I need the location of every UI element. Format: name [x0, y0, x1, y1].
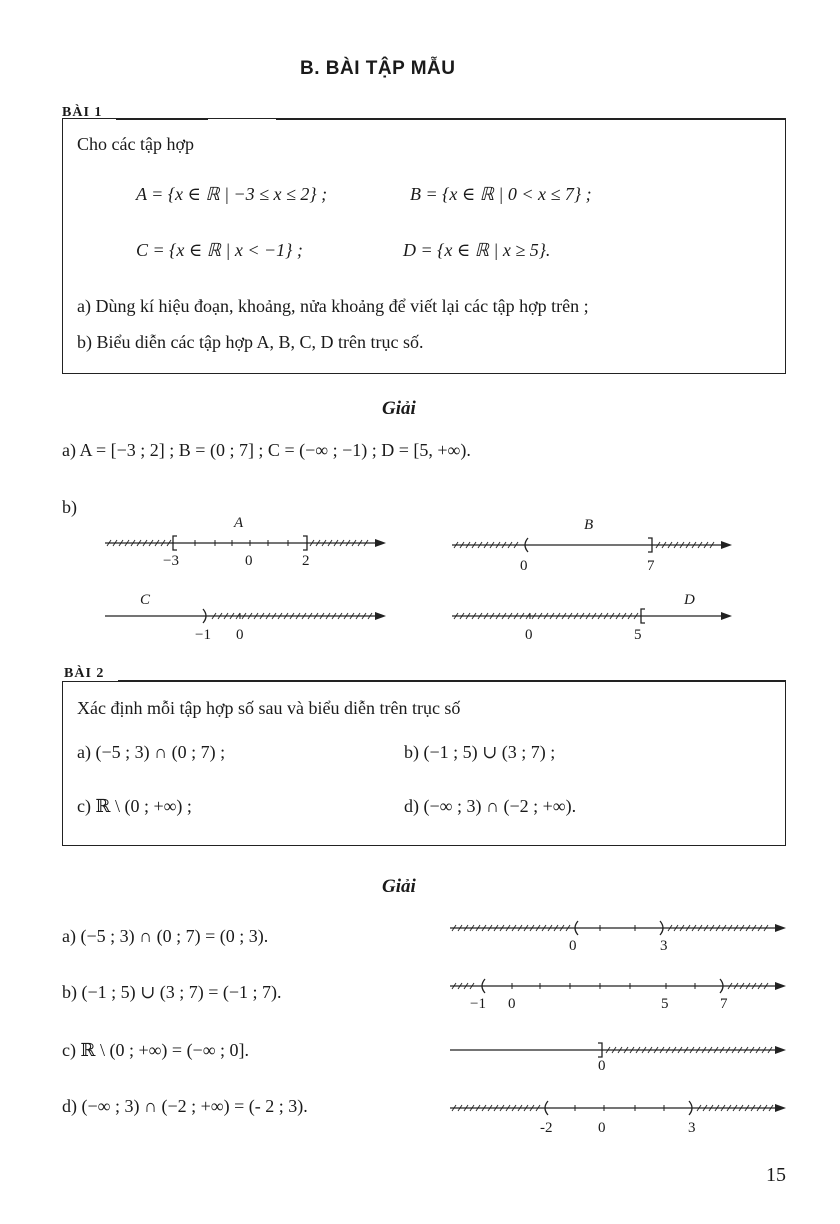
line-b-name: B [584, 517, 594, 533]
line-b-tick-label: 0 [520, 558, 528, 574]
line-d-name: D [684, 592, 695, 608]
solution-2-d: d) (−∞ ; 3) ∩ (−2 ; +∞) = (- 2 ; 3). [62, 1096, 308, 1116]
solution-2-a: a) (−5 ; 3) ∩ (0 ; 7) = (0 ; 3). [62, 926, 269, 946]
set-b-definition: B = {x ∈ ℝ | 0 < x ≤ 7} ; [410, 184, 592, 204]
page-number: 15 [766, 1164, 786, 1186]
exercise-2-task-a: a) (−5 ; 3) ∩ (0 ; 7) ; [77, 742, 226, 762]
line-d-tick-label: 5 [634, 627, 642, 643]
solution-1-a: a) A = [−3 ; 2] ; B = (0 ; 7] ; C = (−∞ ; −1) ; D = [5, +∞). [62, 440, 471, 460]
solution-1-heading: Giải [382, 398, 416, 419]
line-a-tick-label: −3 [163, 553, 179, 569]
set-c-definition: C = {x ∈ ℝ | x < −1} ; [136, 240, 303, 260]
exercise-2-heading: BÀI 2 [64, 666, 105, 681]
solution-2-c: c) ℝ \ (0 ; +∞) = (−∞ ; 0]. [62, 1040, 250, 1060]
exercise-1-task-b: b) Biểu diễn các tập hợp A, B, C, D trên trục số. [77, 332, 424, 352]
line-a-tick-label: 2 [302, 553, 310, 569]
set-d-definition: D = {x ∈ ℝ | x ≥ 5}. [403, 240, 551, 260]
line-2a-tick-label: 0 [569, 938, 577, 954]
exercise-2-intro: Xác định mỗi tập hợp số sau và biểu diễn trên trục số [77, 698, 461, 718]
exercise-1-intro: Cho các tập hợp [77, 134, 194, 154]
line-2b-tick-label: −1 [470, 996, 486, 1012]
line-d-tick-label: 0 [525, 627, 533, 643]
line-2c-arrow [775, 1046, 786, 1054]
line-2b-tick-label: 0 [508, 996, 516, 1012]
solution-2-heading: Giải [382, 876, 416, 897]
line-a-name: A [234, 515, 244, 531]
line-2d-arrow [775, 1104, 786, 1112]
exercise-1-task-a: a) Dùng kí hiệu đoạn, khoảng, nửa khoảng để viết lại các tập hợp trên ; [77, 296, 589, 316]
exercise-2-task-c: c) ℝ \ (0 ; +∞) ; [77, 796, 192, 816]
line-2a-tick-label: 3 [660, 938, 668, 954]
line-c-tick-label: −1 [195, 627, 211, 643]
line-b-tick-label: 7 [647, 558, 655, 574]
line-c-name: C [140, 592, 151, 608]
line-2d-tick-label: 3 [688, 1120, 696, 1136]
line-2b-tick-label: 5 [661, 996, 669, 1012]
line-2d-tick-label: -2 [540, 1120, 553, 1136]
line-2c-tick-label: 0 [598, 1058, 606, 1074]
line-c-tick-label: 0 [236, 627, 244, 643]
exercise-2-task-b: b) (−1 ; 5) ∪ (3 ; 7) ; [404, 742, 556, 762]
solution-2-b: b) (−1 ; 5) ∪ (3 ; 7) = (−1 ; 7). [62, 982, 282, 1002]
line-a-tick-label: 0 [245, 553, 253, 569]
set-a-definition: A = {x ∈ ℝ | −3 ≤ x ≤ 2} ; [136, 184, 328, 204]
line-2d-tick-label: 0 [598, 1120, 606, 1136]
solution-1-b-label: b) [62, 497, 77, 517]
exercise-1-heading: BÀI 1 [62, 105, 103, 120]
exercise-2-task-d: d) (−∞ ; 3) ∩ (−2 ; +∞). [404, 796, 577, 816]
line-2a-arrow [775, 924, 786, 932]
line-2b-tick-label: 7 [720, 996, 728, 1012]
line-2b-arrow [775, 982, 786, 990]
line-c-arrow [375, 612, 386, 620]
line-b-arrow [721, 541, 732, 549]
section-title: B. BÀI TẬP MẪU [300, 58, 456, 79]
line-d-arrow [721, 612, 732, 620]
line-a-arrow [375, 539, 386, 547]
